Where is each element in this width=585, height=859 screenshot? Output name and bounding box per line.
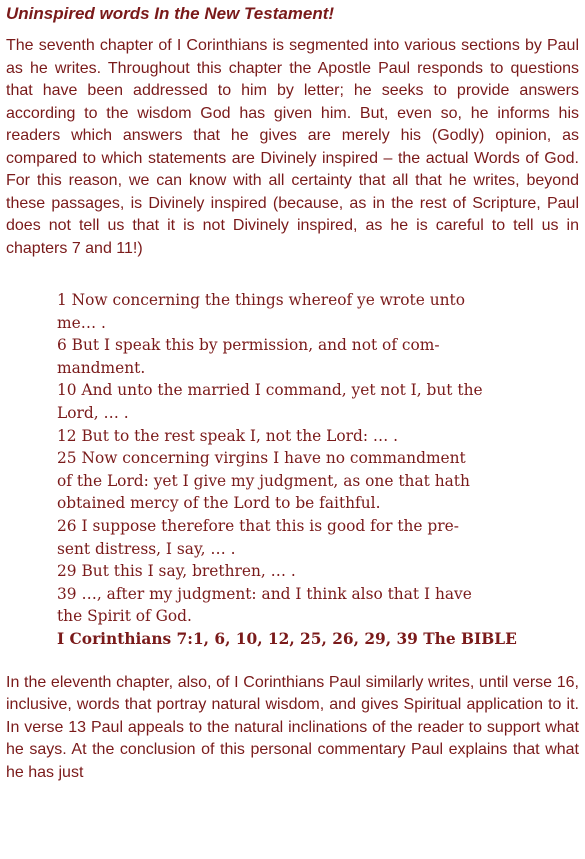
- quote-line: Lord, … .: [57, 403, 129, 422]
- quote-line: mandment.: [57, 358, 146, 377]
- quote-line: 26 I suppose therefore that this is good for the pre-: [57, 516, 459, 535]
- quote-line: obtained mercy of the Lord to be faithful.: [57, 494, 381, 513]
- quote-line: of the Lord: yet I give my judgment, as one that hath: [57, 471, 470, 490]
- quote-line: 10 And unto the married I command, yet not I, but the: [57, 381, 483, 400]
- quote-line: sent distress, I say, … .: [57, 539, 236, 558]
- quote-line: 1 Now concerning the things whereof ye wrote unto: [57, 291, 465, 309]
- quote-line: me… .: [57, 313, 106, 332]
- quote-reference: I Corinthians 7:1, 6, 10, 12, 25, 26, 29, 39 The BIBLE: [57, 629, 517, 648]
- document-page: [0, 3, 585, 859]
- quote-line: 25 Now concerning virgins I have no commandment: [57, 449, 466, 468]
- quote-line: the Spirit of God.: [57, 607, 192, 626]
- quote-line: 39 …, after my judgment: and I think also that I have: [57, 584, 472, 603]
- quote-line: 12 But to the rest speak I, not the Lord: … .: [57, 426, 399, 445]
- page-title: Uninspired words In the New Testament!: [6, 4, 335, 23]
- body-paragraph: In the eleventh chapter, also, of I Corinthians Paul similarly writes, until verse 16, inclusive, words that portray natural wisdom, and gives Spiritual application to it. In verse 13 Paul appeals to the natural inclinations of the reader to support what he says. At the conclusion of this personal commentary Paul explains that what he has just: [6, 673, 579, 781]
- intro-paragraph: The seventh chapter of I Corinthians is segmented into various sections by Paul as he writes. Throughout this chapter the Apostle Paul responds to questions that have been addressed to him by letter; he seeks to provide answers according to the wisdom God has given him. But, even so, he informs his readers which answers that he gives are merely his (Godly) opinion, as compared to which statements are Divinely inspired – the actual Words of God. For this reason, we can know with all certainty that all that he writes, beyond these passages, is Divinely inspired (because, as in the rest of Scripture, Paul does not tell us that it is not Divinely inspired, as he is careful to tell us in chapters 7 and 11!): [6, 37, 579, 257]
- scripture-quote: [57, 289, 525, 651]
- quote-line: 29 But this I say, brethren, … .: [57, 562, 296, 581]
- quote-line: 6 But I speak this by permission, and not of com-: [57, 336, 440, 355]
